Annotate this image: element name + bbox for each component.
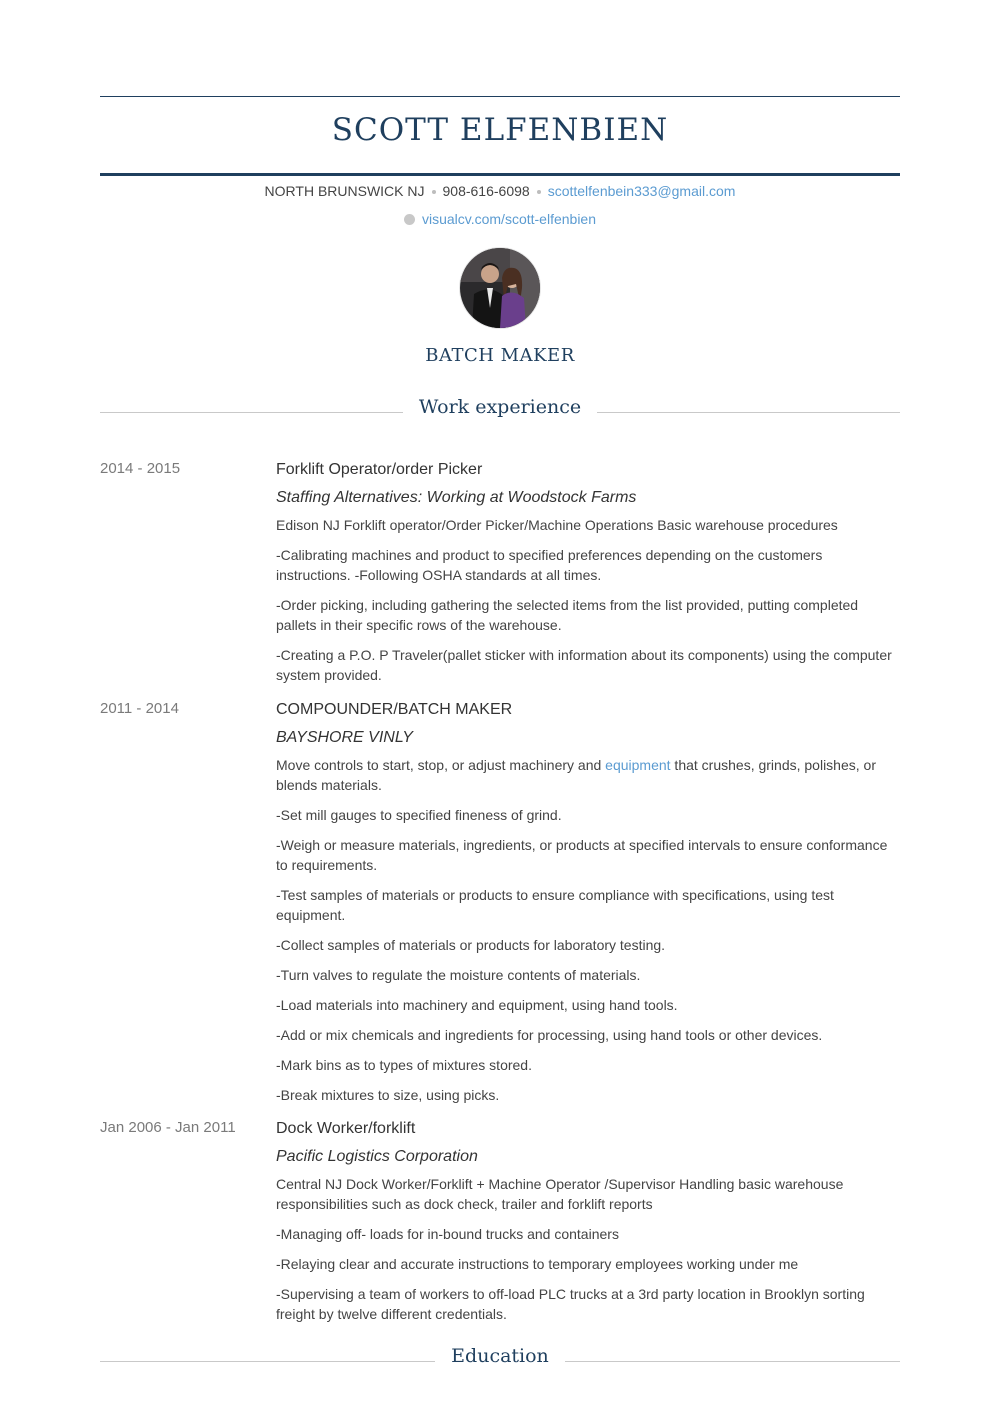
job-description: -Add or mix chemicals and ingredients for processing, using hand tools or other devices. [276, 1027, 823, 1043]
job-description: -Collect samples of materials or products for laboratory testing. [276, 937, 666, 953]
job-description: -Set mill gauges to specified fineness of grind. [276, 807, 562, 823]
job-description: -Managing off- loads for in-bound trucks and containers [276, 1226, 619, 1242]
job-role: Dock Worker/forklift [276, 1120, 416, 1137]
header-bottom-rule [100, 173, 900, 176]
lead-text: Move controls to start, stop, or adjust machinery and [276, 757, 606, 773]
email-link[interactable]: scottelfenbein333@gmail.com [547, 183, 736, 199]
job-description: -Creating a P.O. P Traveler(pallet sticker with information about its components) using the computer system provided. [276, 647, 892, 683]
job-title: BATCH MAKER [425, 345, 575, 366]
job-role: COMPOUNDER/BATCH MAKER [276, 701, 513, 718]
candidate-name: SCOTT ELFENBIEN [331, 112, 669, 148]
job-description: -Test samples of materials or products to ensure compliance with specifications, using test equipment. [276, 887, 834, 923]
job-date: Jan 2006 - Jan 2011 [100, 1119, 236, 1136]
job-description: -Mark bins as to types of mixtures stored. [276, 1057, 532, 1073]
job-description: -Supervising a team of workers to off-load PLC trucks at a 3rd party location in Brooklyn sorting freight by twelve different credentials. [276, 1286, 865, 1322]
job-description: Edison NJ Forklift operator/Order Picker/Machine Operations Basic warehouse procedures [276, 517, 838, 533]
job-body [276, 460, 900, 695]
job-company: BAYSHORE VINLY [276, 729, 413, 746]
job-company: Staffing Alternatives: Working at Woodstock Farms [276, 489, 637, 506]
section-title-education: Education [451, 1345, 549, 1367]
equipment-link[interactable]: equipment [605, 757, 671, 773]
job-body [276, 700, 900, 1115]
job-date: 2014 - 2015 [100, 460, 181, 477]
job-description: -Relaying clear and accurate instructions to temporary employees working under me [276, 1256, 799, 1272]
job-description [276, 755, 900, 795]
contact-row [100, 183, 900, 199]
job-body [276, 1119, 900, 1334]
header-top-rule [100, 96, 900, 97]
section-title-work: Work experience [418, 396, 582, 418]
job-description: -Weigh or measure materials, ingredients, or products at specified intervals to ensure conformance to requirements. [276, 837, 888, 873]
job-role: Forklift Operator/order Picker [276, 461, 483, 478]
job-description: -Turn valves to regulate the moisture contents of materials. [276, 967, 641, 983]
job-company: Pacific Logistics Corporation [276, 1148, 478, 1165]
avatar [460, 248, 540, 328]
job-date: 2011 - 2014 [100, 700, 179, 717]
separator-dot-icon [537, 190, 541, 194]
job-description: -Load materials into machinery and equipment, using hand tools. [276, 997, 678, 1013]
job-description: -Break mixtures to size, using picks. [276, 1087, 500, 1103]
section-header-work [100, 396, 900, 426]
job-description: Central NJ Dock Worker/Forklift + Machine Operator /Supervisor Handling basic warehouse responsibilities such as dock check, trailer and forklift reports [276, 1176, 844, 1212]
separator-dot-icon [432, 190, 436, 194]
job-description: -Calibrating machines and product to specified preferences depending on the customers instructions. -Following OSHA standards at all times. [276, 547, 823, 583]
location-text: NORTH BRUNSWICK NJ [264, 183, 425, 199]
phone-text: 908-616-6098 [442, 183, 530, 199]
website-link[interactable]: visualcv.com/scott-elfenbien [421, 211, 597, 227]
profile-photo [460, 248, 540, 328]
job-description: -Order picking, including gathering the selected items from the list provided, putting completed pallets in their specific rows of the warehouse. [276, 597, 859, 633]
section-header-education [100, 1345, 900, 1375]
globe-icon [404, 214, 415, 225]
lead-text: that crushes, grinds, polishes, or blends materials. [276, 757, 876, 793]
website-row [100, 211, 900, 227]
